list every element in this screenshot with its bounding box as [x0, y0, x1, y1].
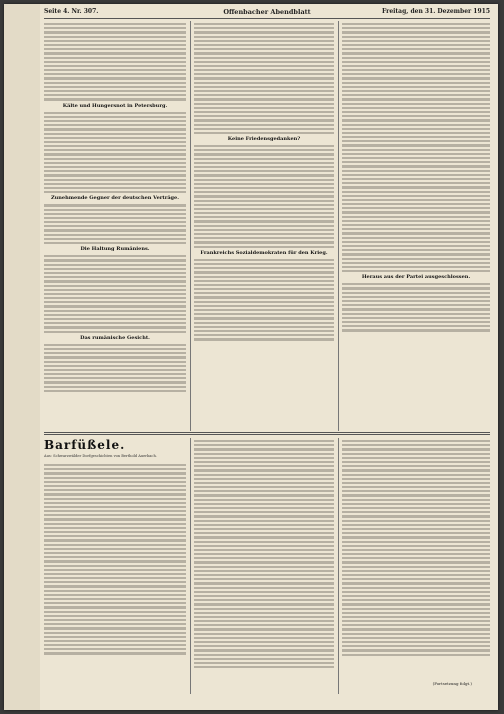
text-block: [194, 440, 334, 668]
article-heading: Keine Friedensgedanken?: [227, 136, 301, 143]
feuilleton-subtitle: Aus: Schwarzwälder Dorfgeschichten von Berthold Auerbach.: [44, 454, 157, 458]
header-date: Freitag, den 31. Dezember 1915: [382, 8, 490, 15]
column-divider: [190, 438, 191, 694]
page-header: [44, 6, 490, 19]
article-heading: Die Haltung Rumäniens.: [80, 246, 150, 253]
continuation-note: (Fortsetzung folgt.): [432, 681, 472, 686]
column-divider: [338, 438, 339, 694]
text-block: [194, 145, 334, 248]
article-heading: Frankreichs Sozialdemokraten für den Krieg.: [200, 249, 328, 256]
column-2: [194, 21, 334, 431]
text-block: [44, 112, 186, 194]
feuilleton-column-1: [44, 462, 186, 692]
text-block: [342, 23, 490, 272]
text-block: [194, 259, 334, 341]
text-block: [342, 283, 490, 331]
page-margin: [4, 4, 40, 710]
column-1: [44, 21, 186, 431]
text-block: [44, 23, 186, 101]
text-block: [44, 344, 186, 392]
newspaper-page: [4, 4, 498, 710]
text-block: [44, 255, 186, 333]
section-divider: [44, 432, 490, 433]
feuilleton-column-2: [194, 438, 334, 694]
column-divider: [190, 21, 191, 431]
text-block: [44, 464, 186, 655]
text-block: [44, 204, 186, 244]
feuilleton-column-3: [342, 438, 490, 694]
column-3: [342, 21, 490, 431]
article-heading: Heraus aus der Partei ausgeschlossen.: [361, 274, 471, 281]
text-block: [342, 440, 490, 656]
section-divider: [44, 434, 490, 435]
article-heading: Das rumänische Gesicht.: [80, 334, 150, 341]
feuilleton-title: Barfüßele.: [44, 438, 126, 452]
column-divider: [338, 21, 339, 431]
article-heading: Kälte und Hungersnot in Petersburg.: [62, 102, 168, 109]
article-heading: Zunehmende Gegner der deutschen Verträge.: [51, 195, 179, 202]
header-page-number: Seite 4. Nr. 307.: [44, 8, 99, 15]
text-block: [194, 23, 334, 134]
header-masthead: Offenbacher Abendblatt: [223, 8, 311, 16]
